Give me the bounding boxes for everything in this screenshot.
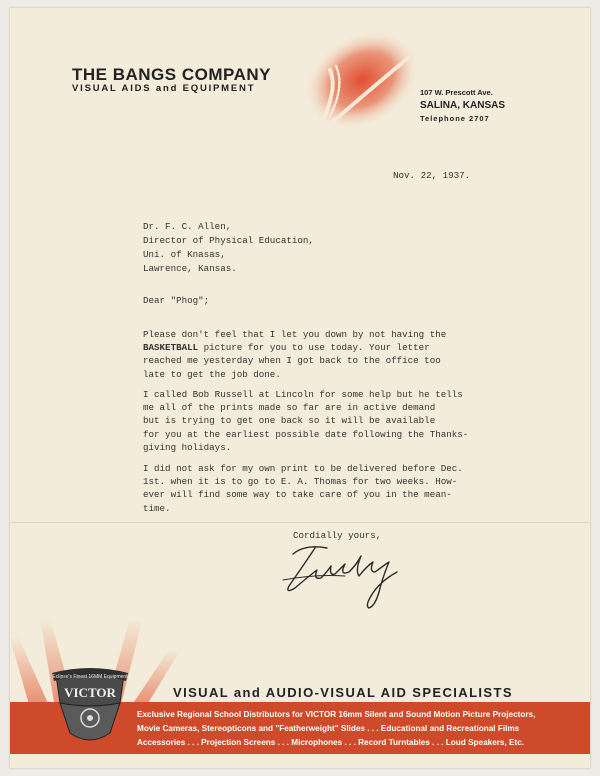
paragraph-line: for you at the earliest possible date following the Thanks- <box>143 428 469 440</box>
paragraph-line: giving holidays. <box>143 441 232 453</box>
paragraph-line: reached me yesterday when I got back to the office too <box>143 355 441 367</box>
salutation: Dear "Phog"; <box>143 295 210 306</box>
paragraph-line: ever will find some way to take care of you in the mean- <box>143 489 452 501</box>
paragraph-line: 1st. when it is to go to E. A. Thomas for two weeks. How- <box>143 476 458 488</box>
footer-line-2: Movie Cameras, Stereopticons and "Featherweight" Slides . . . Educational and Recreational Films <box>137 724 520 733</box>
recipient-line: Uni. of Knasas, <box>143 249 226 260</box>
paragraph-line: me all of the prints made so far are in active demand <box>143 402 436 414</box>
footer-heading: VISUAL and AUDIO-VISUAL AID SPECIALISTS <box>173 685 513 700</box>
paragraph-line: I called Bob Russell at Lincoln for some help but he tells <box>143 389 463 400</box>
basketball-word: BASKETBALL <box>143 342 199 354</box>
recipient-line: Dr. F. C. Allen, <box>143 221 232 232</box>
paragraph-3 <box>143 462 463 515</box>
recipient-line: Lawrence, Kansas. <box>143 263 237 274</box>
victor-badge-icon <box>50 663 130 748</box>
company-tagline: VISUAL AIDS and EQUIPMENT <box>72 83 256 94</box>
telephone: Telephone 2707 <box>420 114 490 123</box>
fold-line <box>10 522 590 523</box>
paragraph-line: but is trying to get one back so it will be available <box>143 415 436 427</box>
paragraph-1 <box>143 328 446 381</box>
footer-line-1: Exclusive Regional School Distributors for VICTOR 16mm Silent and Sound Motion Picture Projectors, <box>137 710 536 719</box>
footer-line-3: Accessories . . . Projection Screens . . . Microphones . . . Record Turntables . . . Loud Speakers, Etc. <box>137 738 525 747</box>
paragraph-line: late to get the job done. <box>143 368 281 380</box>
address-city: SALINA, KANSAS <box>420 100 506 111</box>
paragraph-line: time. <box>143 502 171 514</box>
company-name: THE BANGS COMPANY <box>72 65 271 84</box>
handwritten-signature <box>275 536 410 616</box>
badge-ribbon: Eclipse's Finest 16MM Equipment <box>52 674 128 680</box>
address-street: 107 W. Prescott Ave. <box>420 88 493 97</box>
letter-page <box>10 8 590 768</box>
paragraph-line <box>143 341 446 354</box>
company-v-logo-icon <box>290 30 420 150</box>
letter-date: Nov. 22, 1937. <box>393 170 471 181</box>
paragraph-2 <box>143 388 468 454</box>
closing: Cordially yours, <box>293 530 382 541</box>
badge-text: VICTOR <box>64 685 116 700</box>
paragraph-line: I did not ask for my own print to be delivered before Dec. <box>143 463 463 474</box>
line-rest: picture for you to use today. Your letter <box>198 342 430 354</box>
recipient-line: Director of Physical Education, <box>143 235 314 246</box>
paragraph-line: Please don't feel that I let you down by not having the <box>143 329 447 340</box>
